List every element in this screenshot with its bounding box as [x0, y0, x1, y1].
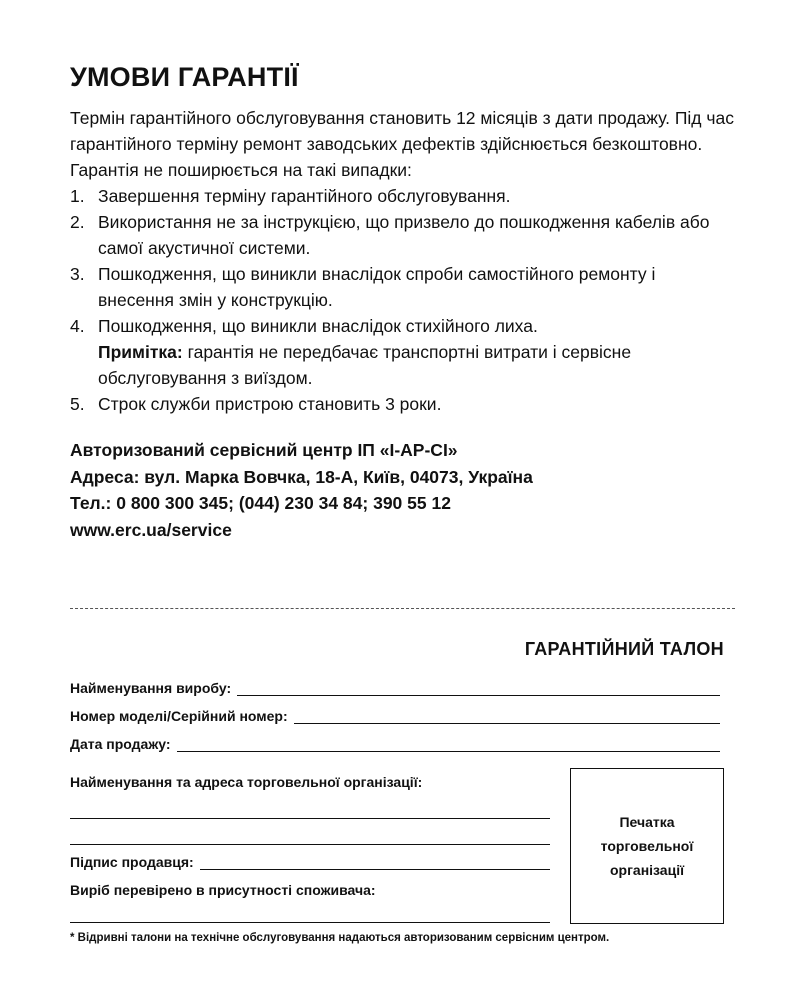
sale-date-field — [70, 736, 720, 752]
seller-signature-label: Підпис продавця: — [70, 854, 194, 870]
note-label: Примітка: — [98, 342, 183, 362]
warranty-terms-section — [70, 62, 735, 543]
list-item-number: 4. — [70, 316, 85, 336]
sale-date-line[interactable] — [177, 738, 720, 752]
product-name-line[interactable] — [237, 682, 720, 696]
cut-line-divider — [70, 608, 735, 609]
list-item — [70, 261, 735, 313]
list-item-text: Використання не за інструкцією, що призвело до пошкодження кабелів або самої акустичної системи. — [98, 212, 710, 258]
list-item-number: 5. — [70, 394, 85, 414]
list-item-text: Завершення терміну гарантійного обслуговування. — [98, 186, 511, 206]
service-center-address: Адреса: вул. Марка Вовчка, 18-А, Київ, 04073, Україна — [70, 466, 533, 487]
list-item — [70, 313, 735, 391]
model-serial-line[interactable] — [294, 710, 720, 724]
service-center-phones: Тел.: 0 800 300 345; (044) 230 34 84; 390 55 12 — [70, 493, 451, 513]
sale-date-label: Дата продажу: — [70, 736, 171, 752]
list-item-number: 2. — [70, 212, 85, 232]
list-item-text: Пошкодження, що виникли внаслідок стихійного лиха. — [98, 316, 538, 336]
stamp-text: Печатка торговельної організації — [600, 814, 694, 878]
checked-field — [70, 882, 550, 898]
list-item — [70, 209, 735, 261]
warranty-exclusions-list — [70, 183, 735, 417]
list-item — [70, 391, 735, 417]
list-item-text: Строк служби пристрою становить 3 роки. — [98, 394, 442, 414]
checked-label: Виріб перевірено в присутності споживача: — [70, 882, 376, 898]
store-label: Найменування та адреса торговельної організації: — [70, 774, 423, 790]
coupon-title: ГАРАНТІЙНИЙ ТАЛОН — [524, 639, 724, 659]
store-line-1[interactable] — [70, 818, 550, 819]
seller-signature-field — [70, 854, 550, 870]
model-serial-label: Номер моделі/Серійний номер: — [70, 708, 288, 724]
product-name-field — [70, 680, 720, 696]
warranty-title: УМОВИ ГАРАНТІЇ — [70, 62, 299, 92]
warranty-intro: Термін гарантійного обслуговування становить 12 місяців з дати продажу. Під час гарантійного терміну ремонт заводських дефектів здійснюється безкоштовно. Гарантія не поширюється на такі випадки: — [70, 108, 734, 180]
checked-line[interactable] — [70, 922, 550, 923]
list-item-text: Пошкодження, що виникли внаслідок спроби самостійного ремонту і внесення змін у конструкцію. — [98, 264, 656, 310]
store-stamp-box — [570, 768, 724, 924]
service-center-info — [70, 437, 735, 543]
list-item — [70, 183, 735, 209]
store-line-2[interactable] — [70, 844, 550, 845]
product-name-label: Найменування виробу: — [70, 680, 232, 696]
seller-signature-line[interactable] — [200, 856, 550, 870]
model-serial-field — [70, 708, 720, 724]
store-field — [70, 774, 550, 790]
list-item-number: 3. — [70, 264, 85, 284]
note-text: гарантія не передбачає транспортні витрати і сервісне обслуговування з виїздом. — [98, 342, 632, 388]
service-center-website[interactable]: www.erc.ua/service — [70, 519, 232, 540]
service-center-name: Авторизований сервісний центр ІП «І-АР-СІ» — [70, 440, 458, 460]
list-item-number: 1. — [70, 186, 85, 206]
footnote: * Відривні талони на технічне обслуговування надаються авторизованим сервісним центром. — [70, 932, 610, 944]
